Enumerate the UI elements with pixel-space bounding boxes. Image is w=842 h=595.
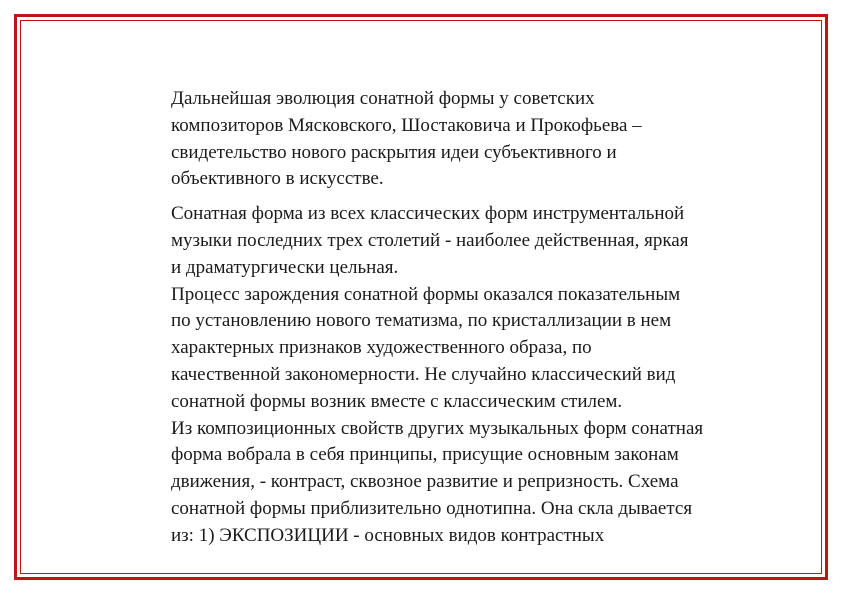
- text-content: [171, 86, 791, 550]
- text-line: и драматургически цельная.: [171, 256, 399, 278]
- text-line: Из композиционных свойств других музыкальных форм сонатная: [171, 417, 704, 439]
- text-line: качественной закономерности. Не случайно классический вид: [171, 363, 676, 385]
- text-line: Дальнейшая эволюция сонатной формы у советских: [171, 88, 595, 109]
- paragraph-body: [171, 201, 791, 549]
- text-line: Процесс зарождения сонатной формы оказался показательным: [171, 283, 681, 305]
- text-line: характерных признаков художественного образа, по: [171, 337, 592, 359]
- text-line: объективного в искусстве.: [171, 168, 384, 190]
- text-line: из: 1) ЭКСПОЗИЦИИ - основных видов контрастных: [171, 524, 605, 546]
- paragraph-intro: [171, 86, 791, 193]
- text-line: музыки последних трех столетий - наиболее действенная, яркая: [171, 229, 689, 251]
- text-line: композиторов Мясковского, Шостаковича и Прокофьева –: [171, 114, 642, 136]
- text-line: по установлению нового тематизма, по кристаллизации в нем: [171, 310, 672, 332]
- text-line: сонатной формы возник вместе с классическим стилем.: [171, 390, 623, 412]
- text-line: свидетельство нового раскрытия идеи субъективного и: [171, 141, 617, 163]
- text-line: движения, - контраст, сквозное развитие и репризность. Схема: [171, 471, 679, 493]
- text-line: Сонатная форма из всех классических форм инструментальной: [171, 203, 685, 225]
- text-line: форма вобрала в себя принципы, присущие основным законам: [171, 444, 679, 466]
- text-line: сонатной формы приблизительно однотипна. Она скла дывается: [171, 497, 693, 519]
